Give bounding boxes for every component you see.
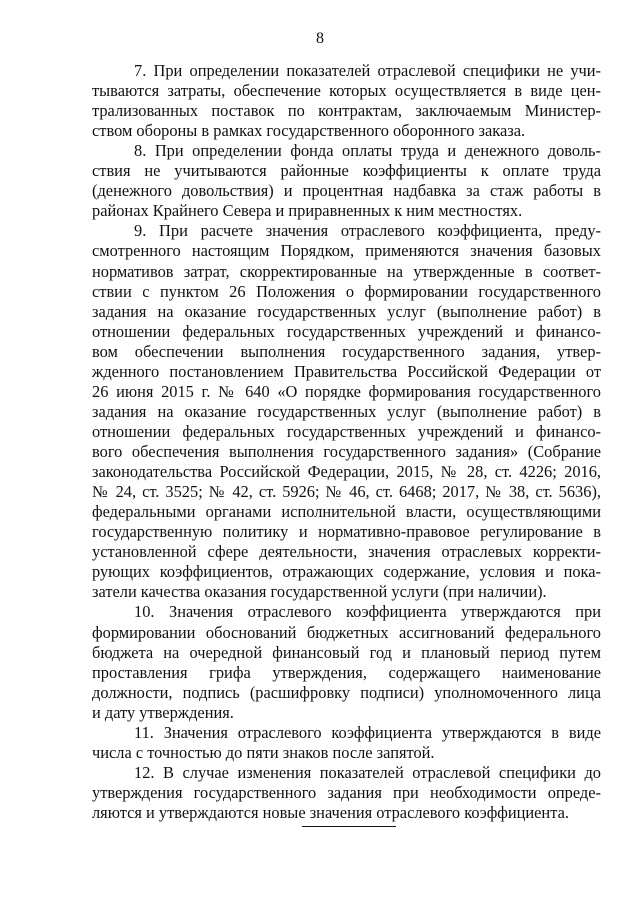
text-line: 26 июня 2015 г. № 640 «О порядке формирования государственного [92, 382, 601, 401]
text-line: должности, подпись (расшифровку подписи) уполномоченного лица [92, 683, 601, 702]
text-line: нормативов затрат, скорректированные на утвержденные в соответ- [92, 262, 601, 281]
text-line: отношении федеральных государственных учреждений и финансо- [92, 422, 601, 441]
page-number: 8 [316, 30, 324, 47]
text-line: 11. Значения отраслевого коэффициента утверждаются в виде [134, 723, 601, 742]
text-line: № 24, ст. 3525; № 42, ст. 5926; № 46, ст. 6468; 2017, № 38, ст. 5636), [92, 482, 601, 501]
text-line: вого обеспечения выполнения государственного задания» (Собрание [92, 442, 601, 461]
text-line: ствии с пунктом 26 Положения о формировании государственного [92, 282, 601, 301]
text-line: числа с точностью до пяти знаков после запятой. [92, 743, 435, 762]
text-line: установленной сфере деятельности, значения отраслевых корректи- [92, 542, 601, 561]
text-line: федеральными органами исполнительной власти, осуществляющими [92, 502, 601, 521]
closing-divider [302, 826, 396, 827]
text-line: 7. При определении показателей отраслевой специфики не учи- [134, 61, 601, 80]
text-line: задания на оказание государственных услуг (выполнение работ) в [92, 402, 601, 421]
text-line: государственную политику и нормативно-правовое регулирование в [92, 522, 601, 541]
text-line: формировании обоснований бюджетных ассигнований федерального [92, 623, 601, 642]
text-line: трализованных поставок по контрактам, заключаемым Министер- [92, 101, 601, 120]
text-line: жденного постановлением Правительства Российской Федерации от [92, 362, 601, 381]
text-line: (денежного довольствия) и процентная надбавка за стаж работы в [92, 181, 601, 200]
text-line: ством обороны в рамках государственного оборонного заказа. [92, 121, 526, 140]
text-line: законодательства Российской Федерации, 2015, № 28, ст. 4226; 2016, [92, 462, 601, 481]
text-line: ляются и утверждаются новые значения отраслевого коэффициента. [92, 803, 569, 822]
text-line: ствия не учитываются районные коэффициенты к оплате труда [92, 161, 601, 180]
text-line: 9. При расчете значения отраслевого коэффициента, преду- [134, 221, 601, 240]
text-line: и дату утверждения. [92, 703, 234, 722]
text-line: вом обеспечении выполнения государственного задания, утвер- [92, 342, 601, 361]
text-line: 12. В случае изменения показателей отраслевой специфики до [134, 763, 601, 782]
text-line: бюджета на очередной финансовый год и плановый период путем [92, 643, 601, 662]
text-line: смотренного настоящим Порядком, применяются значения базовых [92, 241, 601, 260]
text-line: тываются затраты, обеспечение которых осуществляется в виде цен- [92, 81, 601, 100]
text-line: проставления грифа утверждения, содержащего наименование [92, 663, 601, 682]
text-line: утверждения государственного задания при необходимости опреде- [92, 783, 601, 802]
text-line: 8. При определении фонда оплаты труда и денежного доволь- [134, 141, 601, 160]
text-line: затели качества оказания государственной услуги (при наличии). [92, 582, 547, 601]
text-line: отношении федеральных государственных учреждений и финансо- [92, 322, 601, 341]
text-line: задания на оказание государственных услуг (выполнение работ) в [92, 302, 601, 321]
text-line: 10. Значения отраслевого коэффициента утверждаются при [134, 602, 601, 621]
text-line: районах Крайнего Севера и приравненных к ним местностях. [92, 201, 523, 220]
text-line: рующих коэффициентов, отражающих содержание, условия и пока- [92, 562, 601, 581]
